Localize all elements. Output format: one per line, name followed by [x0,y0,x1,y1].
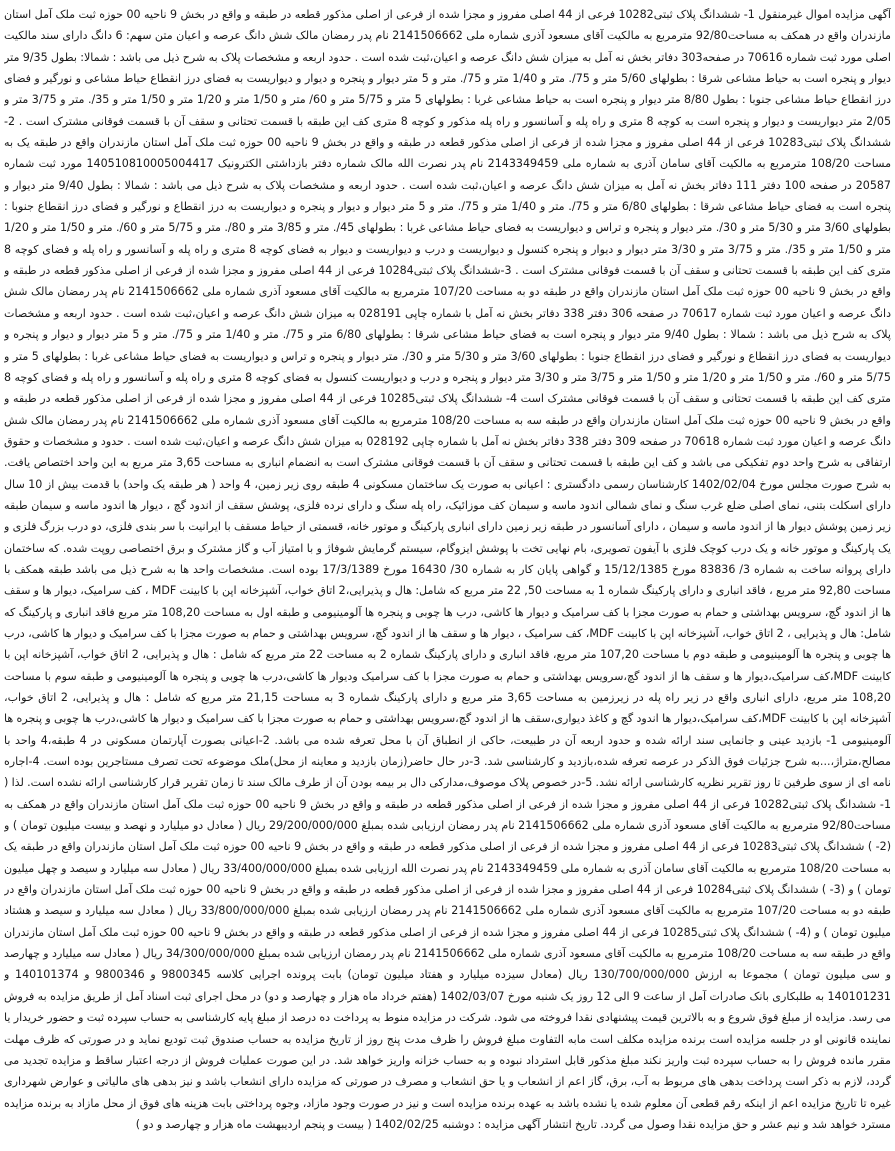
auction-notice-page [4,4,891,1147]
auction-notice-text: آگهی مزایده اموال غیرمنقول 1- ششدانگ پلاک ثبتی10282 فرعی از 44 اصلی مفروز و مجزا شده از فرعی از اصلی مذکور قطعه در طبقه و واقع در بخش 9 ناحیه 00 حوزه ثبت ملک آمل استان مازندران واقع در همکف به مساحت92/80 مترمربع به مالکیت آقای مسعود آذری شماره ملی 2141506662 نام پدر رمضان مالک شش دانگ عرصه و اعیان متن سهم: 6 دانگ دارای سند مالکیت اصلی مورد ثبت شماره 70616 در صفحه303 دفاتر بخش نه آمل به میزان شش دانگ عرصه و اعیان،ثبت شده است . حدود اربعه و مشخصات پلاک به شرح ذیل می باشد : شمالا: بطول 9/35 متر دیوار و پنجره است به حیاط مشاعی شرقا : بطولهای 5/60 متر و 75/. متر و 1/40 متر و 75/. متر و 5 متر دیوار و پنجره و دیوار و دیواریست به فضای درز انقطاع حیاط مشاعی و نورگیر و فضای درز انقطاع حیاط مشاعی جنوبا : بطول 8/80 متر دیوار و پنجره است به حیاط مشاعی غربا : بطولهای 5 متر و 5/75 متر و 60/ متر و 1/50 متر و 1/20 متر و 1/50 متر و 35/. متر و 3/75 متر و 2/05 متر دیواریست و دیوار و پنجره است به کوچه 8 متری و راه پله و آسانسور و راه پله مذکور و کوچه 8 متری کف این طبقه با قسمت تحتانی و سقف آن با قسمت فوقانی مشترک است . 2-ششدانگ پلاک ثبتی10283 فرعی از 44 اصلی مفروز و مجزا شده از فرعی از اصلی مذکور قطعه در طبقه و واقع در بخش 9 ناحیه 00 حوزه ثبت ملک آمل استان مازندران واقع در طبقه یک به مساحت 108/20 مترمربع به مالکیت آقای سامان آذری به شماره ملی 2143349459 نام پدر نصرت الله مالک شماره دفتر بازداشتی الکترونیک 140510810005004417 مورد ثبت شماره 20587 در صفحه 100 دفتر 111 دفاتر بخش نه آمل به میزان شش دانگ عرصه و اعیان،ثبت شده است . حدود اربعه و مشخصات پلاک به شرح ذیل می باشد : شمالا : بطول 9/40 متر دیوار و پنجره است به فضای حیاط مشاعی شرقا : بطولهای 6/80 متر و 75/. متر و 1/40 متر و 75/. متر و 5 متر دیوار و دیوار و پنجره و دیواریست به درز انقطاع و نورگیر و فضای درز انقطاع جنوبا : بطولهای 3/60 متر و 5/30 متر و 30/. متر دیوار و پنجره و تراس و دیواریست به فضای حیاط مشاعی غربا : بطولهای 45/. متر و 3/85 متر و 80/. متر و 5/75 متر و 60/. متر و 1/50 متر و 1/20 متر و 1/50 متر و 35/. متر و 3/75 متر و 3/30 متر دیوار و دیوار و پنجره کنسول و دیواریست و درب و دیواریست و دیوار به فضای کوچه 8 متری و راه پله و آسانسور و راه پله و فضای کوچه 8 متری کف این طبقه با قسمت تحتانی و سقف آن با قسمت فوقانی مشترک است . 3-ششدانگ پلاک ثبتی10284 فرعی از 44 اصلی مفروز و مجزا شده از فرعی از اصلی مذکور قطعه در طبقه و واقع در بخش 9 ناحیه 00 حوزه ثبت ملک آمل استان مازندران واقع در طبقه دو به مساحت 107/20 مترمربع به مالکیت آقای مسعود آذری شماره ملی 2141506662 نام پدر رمضان مالک شش دانگ عرصه و اعیان مورد ثبت شماره 70617 در صفحه 306 دفتر 338 دفاتر بخش نه آمل با شماره چاپی 028191 به میزان شش دانگ عرصه و اعیان،ثبت شده است . حدود اربعه و مشخصات پلاک به شرح ذیل می باشد : شمالا : بطول 9/40 متر دیوار و پنجره است به فضای حیاط مشاعی شرقا : بطولهای 6/80 متر و 75/. متر و 1/40 متر و 75/. متر و 5 متر دیوار و دیوار و پنجره و دیواریست به فضای درز انقطاع و نورگیر و فضای درز انقطاع جنوبا : بطولهای 3/60 متر و 5/30 متر و 30/. متر دیوار و پنجره و تراس و دیواریست به فضای حیاط مشاعی غربا : بطولهای 5 متر و 5/75 متر و 60/. متر و 1/50 متر و 1/20 متر و 1/50 متر و 3/75 متر و 3/30 متر دیوار و پنجره و درب و دیواریست کنسول به فضای کوچه 8 متری و راه پله و آسانسور و راه پله و فضای کوچه 8 متری کف این طبقه با قسمت تحتانی و سقف آن با قسمت فوقانی مشترک است 4- ششدانگ پلاک ثبتی10285 فرعی از 44 اصلی مفروز و مجزا شده از فرعی از اصلی مذکور قطعه در طبقه و واقع در بخش 9 ناحیه 00 حوزه ثبت ملک آمل استان مازندران واقع در طبقه سه به مساحت 108/20 مترمربع به مالکیت آقای مسعود آذری شماره ملی 2141506662 نام پدر رمضان مالک شش دانگ عرصه و اعیان مورد ثبت شماره 70618 در صفحه 309 دفتر 338 دفاتر بخش نه آمل با شماره چاپی 028192 به میزان شش دانگ عرصه و اعیان،ثبت شده است . حدود و مشخصات و حقوق ارتفاقی به شرح واحد دوم تفکیکی می باشد و کف این طبقه با قسمت تحتانی و سقف آن با قسمت فوقانی مشترک است به انضمام انباری به مساحت 3,65 متر مربع به این واحد اختصاص یافت. به شرح صورت مجلس مورخ 1402/02/04 کارشناسان رسمی دادگستری : اعیانی به صورت یک ساختمان مسکونی 4 طبقه روی زیر زمین، 4 واحد ( هر طبقه یک واحد) با قدمت بیش از 10 سال دارای اسکلت بتنی، نمای اصلی ضلع غرب سنگ و نمای شمالی اندود ماسه و سیمان کف موزائیک، راه پله سنگ و دارای نرده فلزی، پوشش سقف از اندود گچ ، دیوار ها اندود ماسه و سیمان طبقه زیر زمین پوشش دیوار ها از اندود ماسه و سیمان ، دارای آسانسور در طبقه زیر زمین دارای انباری پارکینگ و موتور خانه، قسمتی از حیاط مسقف با ایرانیت با سر بندی فلزی، دو درب بزرگ فلزی و یک پارکینگ و موتور خانه و یک درب کوچک فلزی با آیفون تصویری، بام نهایی تخت با پوشش ایزوگام، سیستم گرمایش شوفاژ و با امتیاز آب و گاز مشترک و برق اختصاصی روپت شده. که ساختمان دارای پروانه ساخت به شماره 3/ 83836 مورخ 15/12/1385 و گواهی پایان کار به شماره 30/ 16430 مورخ 17/3/1389 بوده است. مشخصات واحد ها به شرح ذیل می باشد طبقه همکف با مساحت 92,80 متر مربع ، فاقد انباری و دارای پارکینگ شماره 1 به مساحت 50, 22 متر مربع که شامل: هال و پذیرایی،2 اتاق خواب، آشپزخانه اپن با کابینت MDF ، کف سرامیک، دیوار ها و سقف ها از اندود گچ، سرویس بهداشتی و حمام به صورت مجزا با کف سرامیک و دیوار ها کاشی، درب ها چوبی و پنجره ها آلومینیومی و طبقه اول به مساحت 108,20 متر مربع فاقد انباری و پارکینگ که شامل: هال و پذیرایی ، 2 اتاق خواب، آشپزخانه اپن با کابینت MDF، کف سرامیک ، دیوار ها و سقف ها از اندود گچ، سرویس بهداشتی و حمام به صورت مجزا با کف سرامیک و دیوار ها کاشی، درب ها چوبی و پنجره ها آلومینیومی و طبقه دوم با مساحت 107,20 متر مربع، فاقد انباری و دارای پارکینگ شماره 2 به مساحت 22 متر مربع که شامل : هال و پذیرایی، 2 اتاق خواب، آشپزخانه اپن با کابینت MDF،کف سرامیک،دیوار ها و سقف ها از اندود گچ،سرویس بهداشتی و حمام به صورت مجزا با کف سرامیک ودیوار ها کاشی،درب ها چوبی و پنجره ها آلومینیومی و طبقه سوم با مساحت 108,20 متر مربع، دارای انباری واقع در زیر راه پله در زیرزمین به مساحت 3,65 متر مربع و دارای پارکینگ شماره 3 به مساحت 21,15 متر مربع که شامل : هال و پذیرایی، 2 اتاق خواب، آشپزخانه اپن با کابینت MDF،کف سرامیک،دیوار ها اندود گچ و کاغذ دیواری،سقف ها از اندود گچ،سرویس بهداشتی و حمام به صورت مجزا با کف سرامیک و دیوار ها کاشی،درب ها چوبی و پنجره ها آلومینیومی 1- بازدید عینی و جانمایی سند ارائه شده و حدود اربعه آن در طبیعت، حاکی از انطباق آن با محل تعرفه شده می باشد. 2-اعیانی بصورت آپارتمان مسکونی در 4 طبقه،4 واحد با مصالح،متراژ،...به شرح جزئیات فوق الذکر در عرصه تعرفه شده،بازدید و کارشناسی شد. 3-در حال حاضر(زمان بازدید و معاینه از محل)ملک موضوعه تحت تصرف مستاجرین بوده است. 4-اجاره نامه ای از سوی طرفین تا روز تقریر نظریه کارشناسی ارائه نشد. 5-در خصوص پلاک موصوف،مدارکی دال بر بیمه بودن آن از طرف مالک سند تا زمان تقریر قرار کارشناسی ارائه نشده است. لذا ( 1- ششدانگ پلاک ثبتی10282 فرعی از 44 اصلی مفروز و مجزا شده از فرعی از اصلی مذکور قطعه در طبقه و واقع در بخش 9 ناحیه 00 حوزه ثبت ملک آمل استان مازندران واقع در همکف به مساحت92/80 مترمربع به مالکیت آقای مسعود آذری شماره ملی 2141506662 نام پدر رمضان ارزیابی شده بمبلغ 29/200/000/000 ریال ( معادل دو میلیارد و نهصد و بیست میلیون تومان ) و (2- ) ششدانگ پلاک ثبتی10283 فرعی از 44 اصلی مفروز و مجزا شده از فرعی از اصلی مذکور قطعه در طبقه و واقع در بخش 9 ناحیه 00 حوزه ثبت ملک آمل استان مازندران واقع در طبقه یک به مساحت 108/20 مترمربع به مالکیت آقای سامان آذری به شماره ملی 2143349459 نام پدر نصرت الله ارزیابی شده بمبلغ 33/400/000/000 ریال ( معادل سه میلیارد و سیصد و چهل میلیون تومان ) و (3- ) ششدانگ پلاک ثبتی10284 فرعی از 44 اصلی مفروز و مجزا شده از فرعی از اصلی مذکور قطعه در طبقه و واقع در بخش 9 ناحیه 00 حوزه ثبت ملک آمل استان مازندران واقع در طبقه دو به مساحت 107/20 مترمربع به مالکیت آقای مسعود آذری شماره ملی 2141506662 نام پدر رمضان ارزیابی شده بمبلغ 33/800/000/000 ریال ( معادل سه میلیارد و سیصد و هشتاد میلیون تومان ) و (4- ) ششدانگ پلاک ثبتی10285 فرعی از 44 اصلی مفروز و مجزا شده از فرعی از اصلی مذکور قطعه در طبقه و واقع در بخش 9 ناحیه 00 حوزه ثبت ملک آمل استان مازندران واقع در طبقه سه به مساحت 108/20 مترمربع به مالکیت آقای مسعود آذری شماره ملی 2141506662 نام پدر رمضان ارزیابی شده بمبلغ 34/300/000/000 ریال ( معادل سه میلیارد و چهارصد و سی میلیون تومان ) مجموعا به ارزش 130/700/000/000 ریال (معادل سیزده میلیارد و هفتاد میلیون تومان) بابت پرونده اجرایی کلاسه 9800345 و 9800346 و 140101374 و 140101231 به طلبکاری بانک صادرات آمل از ساعت 9 الی 12 روز یک شنبه مورخ 1402/03/07 (هفتم خرداد ماه هزار و چهارصد و دو) در محل اجرای ثبت اسناد آمل از طریق مزایده به فروش می رسد. مزایده از مبلغ فوق شروع و به بالاترین قیمت پیشنهادی نقدا فروخته می شود. شرکت در مزایده منوط به پرداخت ده درصد از مبلغ پایه کارشناسی به حساب سپرده ثبت و حضور خریدار یا نماینده قانونی او در جلسه مزایده است برنده مزایده مکلف است مابه التفاوت مبلغ فروش را ظرف مدت پنج روز از تاریخ مزایده به حساب صندوق ثبت تودیع نماید و در صورتی که ظرف مهلت مقرر مانده فروش را به حساب سپرده ثبت واریز نکند مبلغ مذکور قابل استرداد نبوده و به حساب خزانه واریز خواهد شد. در این صورت عملیات فروش از درجه اعتبار ساقط و مزایده تجدید می گردد، لازم به ذکر است پرداخت بدهی های مربوط به آب، برق، گاز اعم از انشعاب و یا حق انشعاب و مصرف در صورتی که مزایده دارای انشعاب باشد و نیز بدهی های مالیاتی و عوارض شهرداری غیره تا تاریخ مزایده اعم از اینکه رقم قطعی آن معلوم شده یا نشده باشد به عهده برنده مزایده است و نیز در صورت وجود مازاد، وجوه پرداختی بابت هزینه های فوق از محل مازاد به برنده مزایده مسترد خواهد شد و نیم عشر و حق مزایده نقدا وصول می گردد. تاریخ انتشار آگهی مزایده : دوشنبه 1402/02/25 ( بیست و پنجم اردیبهشت ماه هزار و چهارصد و دو ) [4,8,891,1131]
